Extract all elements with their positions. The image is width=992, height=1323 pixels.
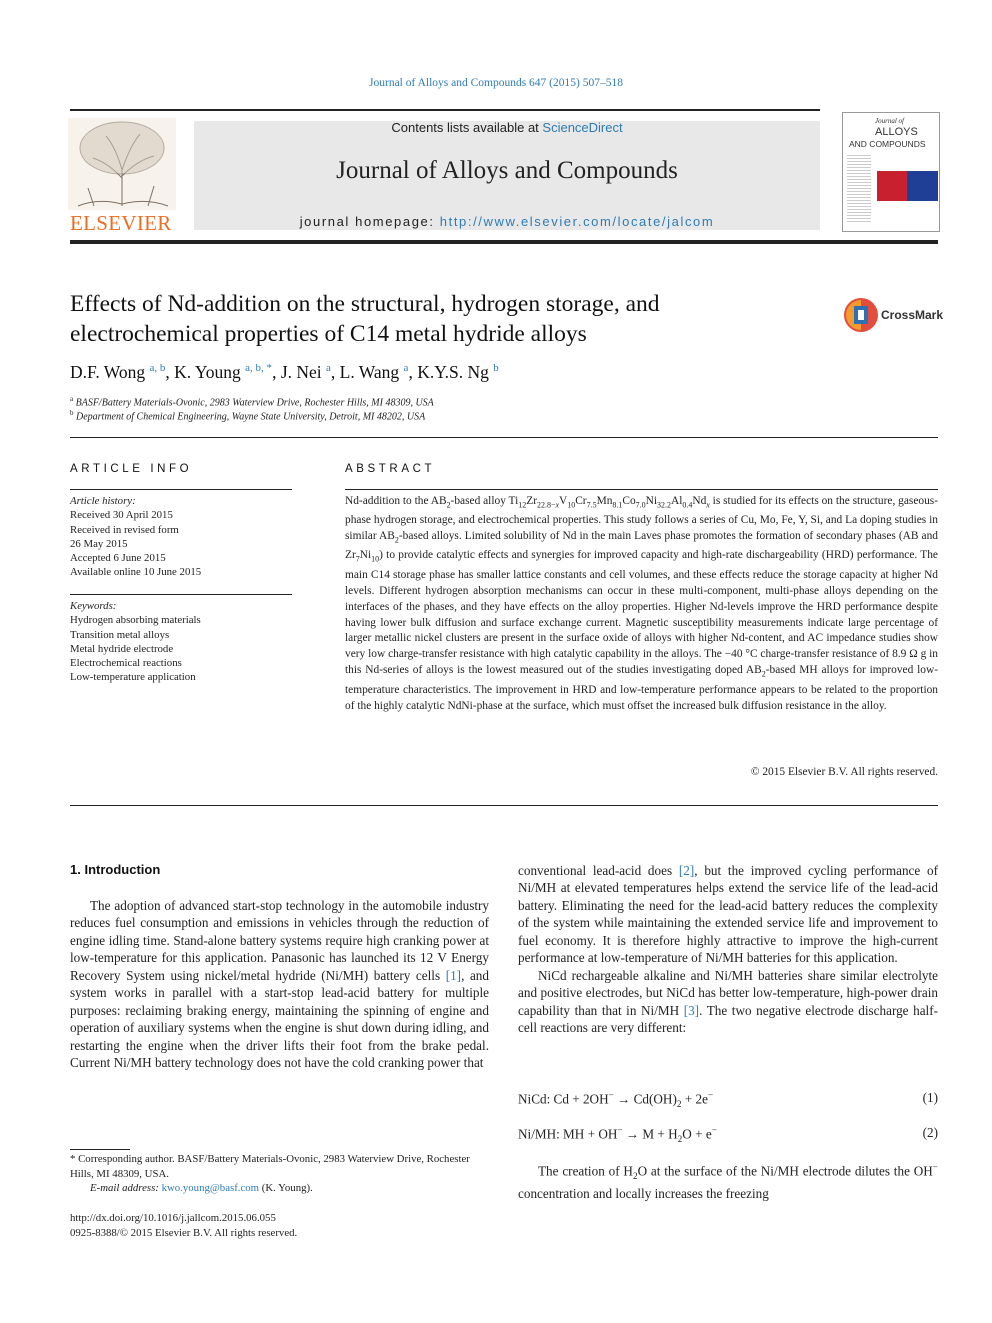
homepage-line [194,214,820,229]
equation-2-number: (2) [922,1125,938,1140]
affiliation-a-mark: a [70,395,74,403]
homepage-prefix: journal homepage: [299,214,440,229]
contents-line [194,120,820,135]
keyword: Hydrogen absorbing materials [70,614,201,627]
crossmark-badge[interactable] [842,296,952,336]
email-line [90,1181,490,1196]
divider-rule [70,805,938,806]
history-line: Received 30 April 2015 [70,509,173,522]
abstract-text: Nd-addition to the $AB_2$-based alloy $Ti_{12}Zr_{22.8-x}V_{10}Cr_{7.5}Mn_{8.1}Co_{7.0}Ni_{32.2}Al_{0.4}Nd_x$ is studied for its effects on the structure, gaseous-phase hydrogen storage, and electrochemical properties. This study follows a series of Cu, Mo, Fe, Y, Si, and La doping studies in similar $AB_2$-based alloys. Limited solubility of Nd in the main Laves phase promotes the formation of secondary phases (AB and $Zr_7Ni_{10}$) to provide catalytic effects and synergies for improved capacity and high-rate dischargeability (HRD) performance. The main C14 storage phase has smaller lattice constants and cell volumes, and these effects reduce the storage capacity at higher Nd levels. Different hydrogen absorption mechanisms can occur in these multi-component, multi-phase alloys depending on the interfaces of the phases, and they have effects on the alloy properties. Higher Nd-levels improve the HRD performance despite having lower bulk diffusion and surface exchange current. Magnetic susceptibility measurements indicate large percentage of larger metallic nickel clusters are present in the surface oxide of alloys with higher Nd-content, and AC impedance studies show very low charge-transfer resistance with high catalytic capability in the alloys. The −40 °C charge-transfer resistance of 8.9 Ω g in this Nd-series of alloys is the lowest measured out of the studies investigating doped $AB_2$-based MH alloys for improved low-temperature characteristics. The improvement in HRD and low-temperature performance appears to be related to the proportion of the highly catalytic NdNi-phase at the surface, which must offset the increased bulk diffusion resistance in the alloy. [345,495,939,712]
cover-red-block [877,171,907,201]
author-separator: , [165,362,175,382]
keyword: Electrochemical reactions [70,657,182,670]
info-rule-2 [70,594,292,595]
title-line-2: electrochemical properties of C14 metal hydride alloys [70,321,587,347]
intro-paragraph: The adoption of advanced start-stop technology in the automobile industry reduces fuel consumption and emissions in vehicles through the reduction of engine idling time. Stand-alone battery systems require high cranking power at low-temperature for this application. Panasonic has launched its 12 V Energy Recovery System using nickel/metal hydride (Ni/MH) battery cells [1], and system works in parallel with a start-stop lead-acid battery for multiple purposes: reclaiming braking energy, maintaining the spinning of engine and operation of auxiliary systems when the engine is shut down during idling, and restarting the engine when the driver lifts their foot from the brake pedal. Current Ni/MH battery technology does not have the cold cranking power that [70,898,489,1071]
author-list [70,362,499,383]
affiliation-a [70,395,434,408]
keywords-label: Keywords: [70,600,117,612]
history-line: 26 May 2015 [70,537,128,550]
author-affil-mark[interactable]: a [326,362,331,375]
intro-right-column [518,862,938,1037]
intro-paragraph: conventional lead-acid does [2], but the improved cycling performance of Ni/MH at elevated temperatures helps extend the service life of the lead-acid battery. Eliminating the need for the lead-acid battery reduces the complexity of the system while maintaining the extended service life and improvement to fuel economy. It is therefore highly attractive to improve the high-current performance at low-temperature of Ni/MH batteries for this application. [518,863,939,966]
article-info-heading: ARTICLE INFO [70,463,193,475]
email-suffix: (K. Young). [259,1182,313,1194]
author-affil-mark[interactable]: b [493,362,499,375]
cover-text-2: ALLOYS [875,126,918,138]
cover-text-1: Journal of [875,117,904,125]
history-line: Received in revised form [70,523,179,536]
author-affil-mark[interactable]: a, b [149,362,166,375]
intro-right-continued [518,1159,938,1203]
divider-rule [70,437,938,438]
citation-link[interactable]: [1] [445,967,462,983]
history-line: Accepted 6 June 2015 [70,552,166,565]
equation-1-number: (1) [922,1090,938,1105]
author-name[interactable]: D.F. Wong [70,362,146,382]
author-separator: , [408,362,418,382]
abstract-heading: ABSTRACT [345,463,436,475]
sciencedirect-link[interactable]: ScienceDirect [542,120,623,135]
header-rule [70,109,820,111]
keyword: Low-temperature application [70,671,196,684]
corresponding-author-note: * Corresponding author. BASF/Battery Materials-Ovonic, 2983 Waterview Drive, Rochester Hills, MI 48309, USA. [70,1153,470,1180]
email-link[interactable]: kwo.young@basf.com [161,1182,260,1194]
info-rule-1 [70,489,292,490]
contents-prefix: Contents lists available at [391,120,543,135]
author-affil-mark[interactable]: a [403,362,409,375]
author-name[interactable]: J. Nei [280,362,322,382]
affiliation-a-text: BASF/Battery Materials-Ovonic, 2983 Waterview Drive, Rochester Hills, MI 48309, USA [75,397,434,409]
keyword: Metal hydride electrode [70,642,174,655]
homepage-link[interactable]: http://www.elsevier.com/locate/jalcom [439,214,715,229]
cover-blue-block [907,171,938,201]
cover-text-lines [847,153,871,223]
author-name[interactable]: K.Y.S. Ng [417,362,489,382]
doi-link[interactable]: http://dx.doi.org/10.1016/j.jallcom.2015.06.055 [70,1212,276,1224]
cover-text-3: AND COMPOUNDS [849,139,926,149]
footnote-rule [70,1149,130,1150]
affiliation-b-mark: b [70,409,74,417]
journal-title: Journal of Alloys and Compounds [336,157,678,184]
intro-left-column [70,897,489,1072]
author-affil-mark[interactable]: a, b, * [245,362,273,375]
citation-link[interactable]: [2] [678,863,695,878]
crossmark-icon [842,296,880,334]
citation-link[interactable]: [3] [683,1002,700,1018]
history-label: Article history: [70,495,136,507]
keyword: Transition metal alloys [70,628,170,641]
journal-cover-thumbnail[interactable] [842,112,940,232]
author-name[interactable]: K. Young [174,362,241,382]
equation-2: Ni/MH: MH + $OH^- \to M + H_2O + e^-$ [518,1125,717,1145]
intro-paragraph: The creation of $H_2O$ at the surface of the Ni/MH electrode dilutes the OH− concentration and locally increases the freezing [518,1162,939,1202]
affiliation-b-text: Department of Chemical Engineering, Wayne State University, Detroit, MI 48202, USA [76,411,426,423]
equation-1: NiCd: $Cd + 2OH^- \to Cd(OH)_2 + 2e^-$ [518,1090,714,1110]
crossmark-label: CrossMark [881,308,944,322]
intro-paragraph: NiCd rechargeable alkaline and Ni/MH batteries share similar electrolyte and positive electrodes, but NiCd has better low-temperature, high-power drain capability than that in Ni/MH [3]. The two negative electrode discharge half-cell reactions are very different: [518,967,939,1036]
author-name[interactable]: L. Wang [339,362,400,382]
abstract-rule [345,489,938,490]
article-history [70,494,292,580]
title-line-1: Effects of Nd-addition on the structural, hydrogen storage, and [70,291,660,317]
keywords [70,599,292,685]
article-title [70,289,790,349]
elsevier-wordmark: ELSEVIER [70,211,172,235]
author-separator: , [330,362,340,382]
journal-citation[interactable]: Journal of Alloys and Compounds 647 (2015) 507–518 [369,77,623,89]
affiliation-b [70,409,425,422]
header-thick-rule [70,240,938,244]
email-label: E-mail address: [90,1182,162,1194]
section-heading-introduction: 1. Introduction [70,862,161,877]
author-separator: , [272,362,281,382]
issn-line: 0925-8388/© 2015 Elsevier B.V. All rights reserved. [70,1227,298,1239]
abstract-copyright: © 2015 Elsevier B.V. All rights reserved. [750,766,938,778]
history-line: Available online 10 June 2015 [70,566,202,579]
